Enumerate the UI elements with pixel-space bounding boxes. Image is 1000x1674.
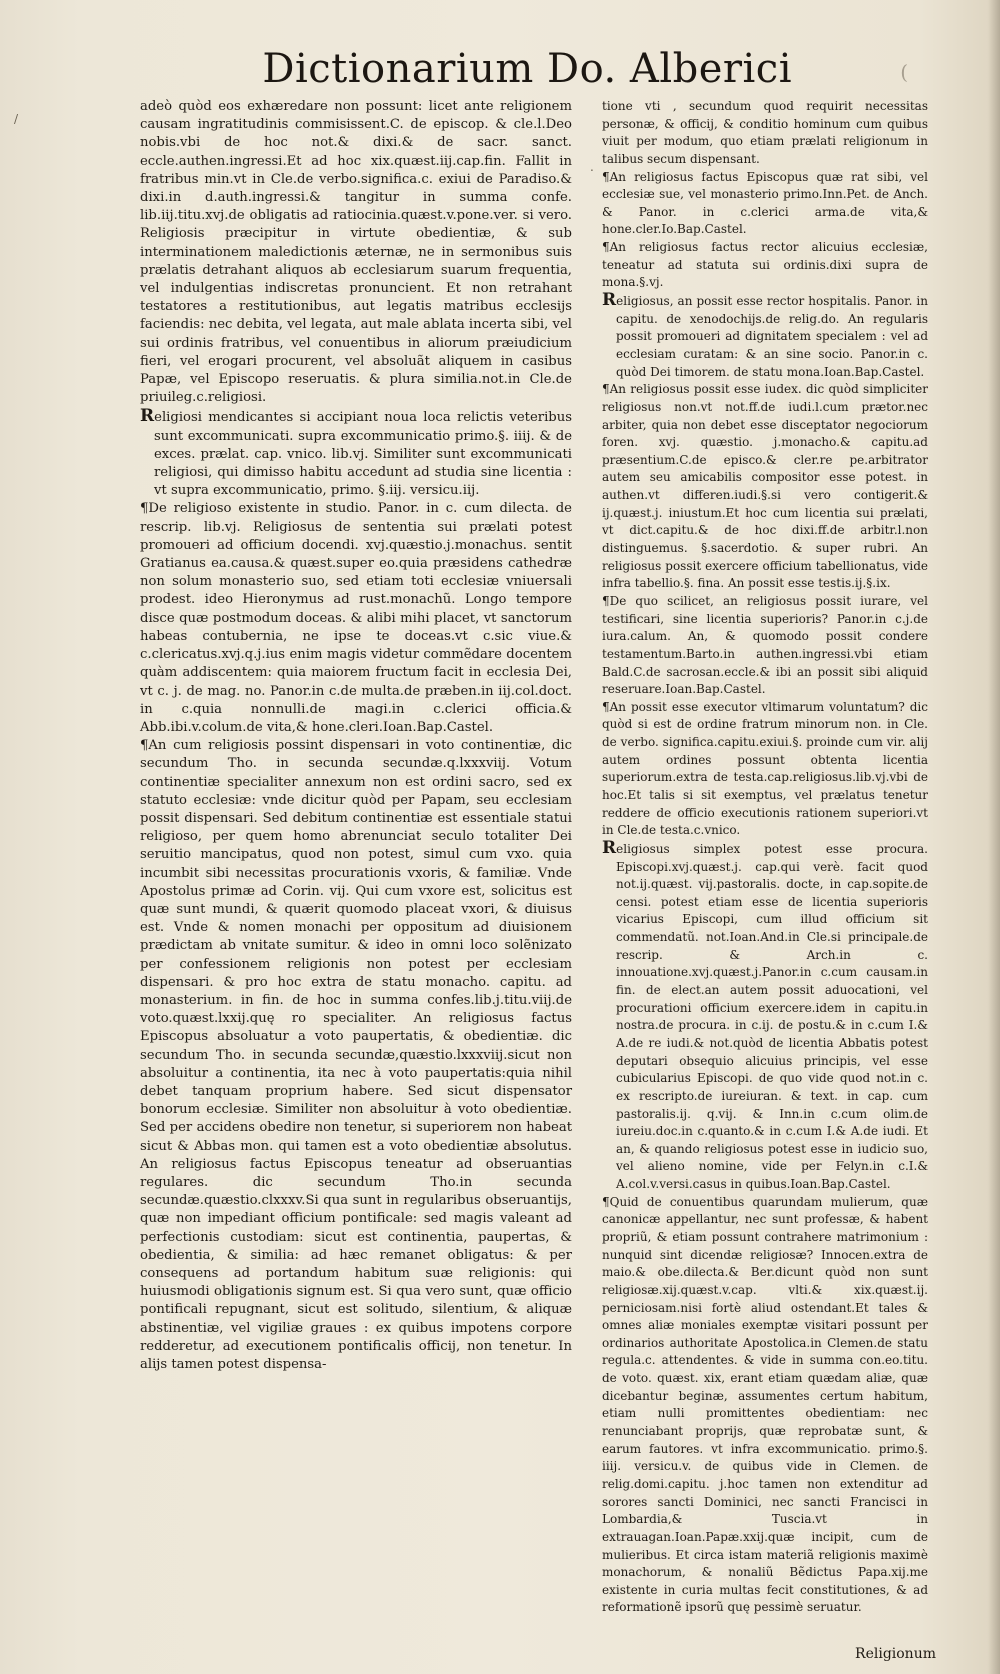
paragraph: ¶An religiosus factus Episcopus quæ rat sibi, vel ecclesiæ sue, vel monasterio primo.Inn.Pet. de Anch. & Panor. in c.clerici arma.de vita,& hone.cler.Io.Bap.Castel. [602,169,928,237]
paragraph: adeò quòd eos exhæredare non possunt: licet ante religionem causam ingratitudinis commisissent.C. de episcop. & cle.l.Deo nobis.vbi de hoc not.& dixi.& de sacr. sanct. eccle.authen.ingressi.Et ad hoc xix.quæst.iij.cap.fin. Fallit in fratribus min.vt in Cle.de verbo.significa.c. exiui de Paradiso.& dixi.in d.auth.ingressi.& tangitur in summa confe. lib.iij.titu.xvj.de obligatis ad ratiocinia.quæst.v.pone.ver. si vero. Religiosis præcipitur in virtute obedientiæ, & sub interminationem maledictionis æternæ, ne in sermonibus suis prælatis detrahant aliquos ab ecclesiarum suarum frequentia, vel indulgentias indiscretas pronuncient. Et non retrahant testatores a restitutionibus, aut legatis matribus ecclesijs faciendis: nec debita, vel legata, aut male ablata incerta sibi, vel sui ordinis fratribus, vel conuentibus in aliorum præiudicium fieri, vel erogari procurent, vel absoluãt aliquem in casibus Papæ, vel Episcopo reseruatis. & plura similia.not.in Cle.de priuileg.c.religiosi. [140,99,572,406]
paragraph: ¶De quo scilicet, an religiosus possit iurare, vel testificari, sine licentia superioris? Panor.in c.j.de iura.calum. An, & quomodo possit condere testamentum.Barto.in authen.ingressi.vbi etiam Bald.C.de sacrosan.eccle.& ibi an possit sibi aliquid reseruare.Ioan.Bap.Castel. [602,593,928,697]
paragraph: ¶An religiosus possit esse iudex. dic quòd simpliciter religiosus non.vt not.ff.de iudi.l.cum prætor.nec arbiter, quia non debet esse disceptator negociorum foren. xvj. quæstio. j.monacho.& capitu.ad præsentium.C.de episco.& cler.re pe.arbitrator autem seu amicabilis compositor esse potest. in authen.vt differen.iudi.§.si vero contigerit.& ij.quæst.j. iniustum.Et hoc cum licentia sui prælati, vt dict.capitu.& de hoc dixi.ff.de arbitr.l.non distinguemus. §.sacerdotio. & super rubri. An religiosus possit exercere officium tabellionatus, vide infra tabellio.§. fina. An possit esse testis.ij.§.ix. [602,382,928,591]
right-column [602,98,928,1617]
header-mark: ( [900,60,908,84]
margin-dot: . [590,160,594,174]
page-title: Dictionarium Do. Alberici [262,46,792,92]
paragraph: ¶An possit esse executor vltimarum voluntatum? dic quòd si est de ordine fratrum minorum non. in Cle. de verbo. significa.capitu.exiui.§. proinde cum vir. alij autem ordines possunt obtenta licentia superiorum.extra de testa.cap.religiosus.lib.vj.vbi de hoc.Et talis si sit exemptus, vel prælatus tenetur reddere de officio executionis rationem superiori.vt in Cle.de testa.c.vnico. [602,699,928,838]
catchword: Religionum [855,1646,936,1662]
left-column [140,98,572,1374]
paragraph: ¶An cum religiosis possint dispensari in voto continentiæ, dic secundum Tho. in secunda secundæ.q.lxxxviij. Votum continentiæ specialiter annexum non est ordini sacro, sed ex statuto ecclesiæ: vnde dicitur quòd per Papam, seu ecclesiam possit dispensari. Sed debitum continentiæ est essentiale statui religioso, per quem homo abrenunciat seculo totaliter Dei seruitio mancipatus, quod non potest, simul cum vxo. quia incumbit sibi necessitas procurationis vxoris, & familiæ. Vnde Apostolus primæ ad Corin. vij. Qui cum vxore est, solicitus est quæ sunt mundi, & quærit quomodo placeat vxori, & diuisus est. Vnde & nomen monachi per oppositum ad diuisionem prædictam ab vnitate sumitur. & ideo in omni loco solẽnizato per confessionem religionis non potest per ecclesiam dispensari. & pro hoc extra de statu monacho. capitu. ad monasterium. in fin. de hoc in summa confes.lib.j.titu.viij.de voto.quæst.lxxij.quę ro specialiter. An religiosus factus Episcopus absoluatur a voto paupertatis, & obedientiæ. dic secundum Tho. in secunda secundæ,quæstio.lxxxviij.sicut non absoluitur a continentia, ita nec à voto paupertatis:quia nihil debet tanquam proprium habere. Sed sicut dispensator bonorum ecclesiæ. Similiter non absoluitur à voto obedientiæ. Sed per accidens obedire non tenetur, si superiorem non habeat sicut & Abbas mon. qui tamen est a voto obedientiæ absolutus. An religiosus factus Episcopus teneatur ad obseruantias regulares. dic secundum Tho.in secunda secundæ.quæstio.clxxxv.Si qua sunt in regularibus obseruantijs, quæ non impediant officium pontificale: sed magis valeant ad perfectionis custodiam: sicut est continentia, paupertas, & obedientia, & similia: ad hæc remanet obligatus: & per consequens ad portandum habitum suæ religionis: qui huiusmodi obligationis signum est. Si qua vero sunt, quæ officio pontificali repugnant, sicut est solitudo, silentium, & aliquæ abstinentiæ, vel vigiliæ graues : ex quibus impotens corpore redderetur, ad executionem pontificalis officij, non tenetur. In alijs tamen potest dispensa- [140,738,572,1373]
paragraph: ¶An religiosus factus rector alicuius ecclesiæ, teneatur ad statuta sui ordinis.dixi supra de mona.§.vj. [602,240,928,290]
paragraph: Religiosus, an possit esse rector hospitalis. Panor. in capitu. de xenodochijs.de relig.do. An regularis possit promoueri ad dignitatem specialem : vel ad ecclesiam curatam: & an sine socio. Panor.in c. quòd Dei timorem. de statu mona.Ioan.Bap.Castel. [602,290,928,379]
running-header [0,46,1000,96]
paragraph: ¶De religioso existente in studio. Panor. in c. cum dilecta. de rescrip. lib.vj. Religiosus de sententia sui prælati potest promoueri ad officium docendi. xvj.quæstio.j.monachus. sentit Gratianus ea.causa.& quæst.super eo.quia præsidens cathedræ non solum monasterio suo, sed etiam toti ecclesiæ vniuersali prodest. ideo Hieronymus ad rust.monachũ. Longo tempore disce quæ postmodum doceas. & alibi mihi placet, vt sanctorum habeas contubernia, ne ipse te doceas.vt c.sic viue.& c.clericatus.xvj.q.j.ius enim magis videtur commẽdare docentem quàm addiscentem: quia maiorem fructum facit in ecclesia Dei, vt c. j. de mag. no. Panor.in c.de multa.de præben.in iij.col.doct. in c.quia nonnulli.de magi.in c.clerici officia.& Abb.ibi.v.colum.de vita,& hone.cleri.Ioan.Bap.Castel. [140,501,572,735]
margin-stroke: / [14,112,19,126]
paragraph: Religiosi mendicantes si accipiant noua loca relictis veteribus sunt excommunicati. supra excommunicatio primo.§. iiij. & de exces. prælat. cap. vnico. lib.vj. Similiter sunt excommunicati religiosi, qui dimisso habitu accedunt ad studia sine licentia : vt supra excommunicatio, primo. §.iij. versicu.iij. [140,406,572,499]
paragraph: Religiosus simplex potest esse procura. Episcopi.xvj.quæst.j. cap.qui verè. facit quod not.ij.quæst. vij.pastoralis. docte, in cap.sopite.de censi. potest etiam esse de licentia superioris vicarius Episcopi, cum illud officium sit commendatũ. not.Ioan.And.in Cle.si principale.de rescrip. & Arch.in c. innouatione.xvj.quæst.j.Panor.in c.cum causam.in fin. de elect.an autem possit aduocationi, vel procurationi officium exercere.idem in capitu.in nostra.de procura. in c.ij. de postu.& in c.cum I.& A.de re iudi.& not.quòd de licentia Abbatis potest deputari obsequio alicuius principis, vel esse cubicularius Episcopi. de quo vide quod not.in c. ex rescripto.de iureiuran. & text. in cap. cum pastoralis.ij. q.vij. & Inn.in c.cum olim.de iureiu.doc.in c.quanto.& in c.cum I.& A.de iudi. Et an, & quando religiosus potest esse in iudicio suo, vel alieno nomine, vide per Felyn.in c.I.& A.col.v.versi.casus in quibus.Ioan.Bap.Castel. [602,837,928,1192]
paragraph: ¶Quid de conuentibus quarundam mulierum, quæ canonicæ appellantur, nec sunt professæ, & habent propriũ, & etiam possunt contrahere matrimonium : nunquid sint dicendæ religiosæ? Innocen.extra de maio.& obe.dilecta.& Ber.dicunt quòd non sunt religiosæ.xij.quæst.v.cap. vlti.& xix.quæst.ij. perniciosam.nisi fortè aliud ostendant.Et tales & omnes aliæ moniales exemptæ visitari possunt per ordinarios authoritate Apostolica.in Clemen.de statu regula.c. attendentes. & vide in summa con.eo.titu. de voto. quæst. xix, erant etiam quædam aliæ, quæ dicebantur beginæ, assumentes certum habitum, etiam nulli promittentes obedientiam: nec renunciabant proprijs, quæ reprobatæ sunt, & earum fautores. vt infra excommunicatio. primo.§. iiij. versicu.v. de quibus vide in Clemen. de relig.domi.capitu. j.hoc tamen non extenditur ad sorores sancti Dominici, nec sancti Francisci in Lombardia,& Tuscia.vt in extrauagan.Ioan.Papæ.xxij.quæ incipit, cum de mulieribus. Et circa istam materiã religionis maximè monachorum, & nonaliũ Bẽdictus Papa.xij.me existente in curia multas fecit constitutiones, & ad reformationẽ ipsorũ quę pessimè seruatur. [602,1194,928,1615]
paragraph: tione vti , secundum quod requirit necessitas personæ, & officij, & conditio hominum cum quibus viuit per modum, quo etiam prælati religionum in talibus secum dispensant. [602,99,928,166]
